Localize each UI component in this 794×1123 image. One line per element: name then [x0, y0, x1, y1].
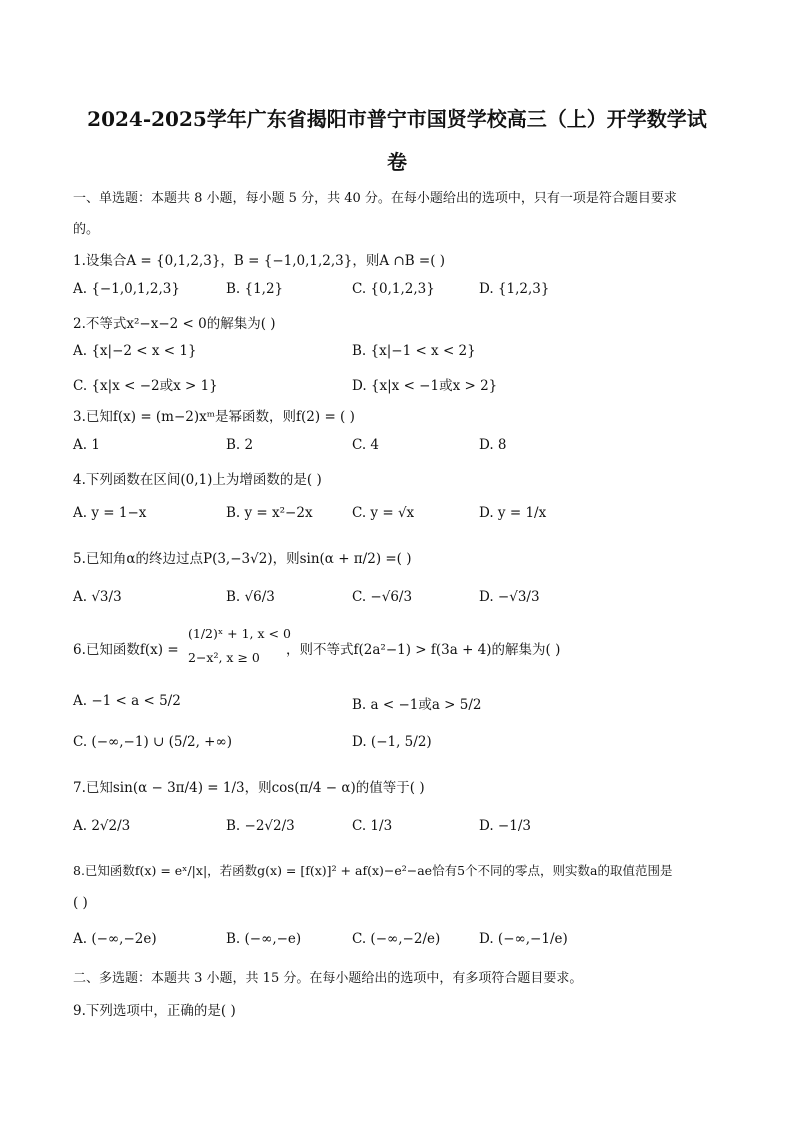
question-8-option-c: C. (−∞,−2/e): [352, 931, 441, 947]
question-2-option-b: B. {x|−1 < x < 2}: [352, 343, 476, 359]
question-8-stem-cont: ( ): [73, 895, 88, 911]
question-7-option-c: C. 1/3: [352, 818, 393, 834]
question-4-option-a: A. y = 1−x: [73, 505, 147, 521]
question-3-stem: 3.已知f(x) = (m−2)xᵐ是幂函数，则f(2) = ( ): [73, 409, 355, 425]
question-4-option-c: C. y = √x: [352, 505, 415, 521]
question-5-option-d: D. −√3/3: [479, 589, 540, 605]
question-6-piece-1: (1/2)ˣ + 1, x < 0: [188, 626, 291, 641]
question-5-option-c: C. −√6/3: [352, 589, 413, 605]
question-1-option-b: B. {1,2}: [226, 281, 284, 297]
question-4-stem: 4.下列函数在区间(0,1)上为增函数的是( ): [73, 472, 322, 488]
question-8-stem: 8.已知函数f(x) = eˣ/|x|，若函数g(x) = [f(x)]² + af(x)−e²−ae恰有5个不同的零点，则实数a的取值范围是: [73, 863, 673, 878]
question-2-option-a: A. {x|−2 < x < 1}: [73, 343, 197, 359]
exam-title-line1: 2024-2025学年广东省揭阳市普宁市国贤学校高三（上）开学数学试: [87, 107, 707, 131]
exam-title-line2: 卷: [387, 150, 407, 174]
question-6-option-c: C. (−∞,−1) ∪ (5/2, +∞): [73, 734, 233, 750]
question-2-option-d: D. {x|x < −1或x > 2}: [352, 378, 498, 394]
question-6-stem: 6.已知函数f(x) =: [73, 642, 179, 658]
question-6-option-b: B. a < −1或a > 5/2: [352, 697, 482, 713]
question-2-stem: 2.不等式x²−x−2 < 0的解集为( ): [73, 316, 276, 332]
question-1-option-d: D. {1,2,3}: [479, 281, 550, 297]
question-7-option-d: D. −1/3: [479, 818, 531, 834]
question-6-option-d: D. (−1, 5/2): [352, 734, 432, 750]
question-5-stem: 5.已知角α的终边过点P(3,−3√2)，则sin(α + π/2) =( ): [73, 551, 412, 567]
question-5-option-b: B. √6/3: [226, 589, 275, 605]
question-1-option-c: C. {0,1,2,3}: [352, 281, 435, 297]
question-3-option-b: B. 2: [226, 437, 254, 453]
question-7-option-a: A. 2√2/3: [73, 818, 131, 834]
question-6-piece-2: 2−x², x ≥ 0: [188, 650, 260, 665]
question-8-option-d: D. (−∞,−1/e): [479, 931, 568, 947]
question-6-stem-tail: ，则不等式f(2a²−1) > f(3a + 4)的解集为( ): [286, 642, 561, 658]
section-header-single-choice-cont: 的。: [73, 222, 100, 237]
question-1-stem: 1.设集合A = {0,1,2,3}，B = {−1,0,1,2,3}，则A ∩B =( ): [73, 253, 446, 269]
section-header-single-choice: 一、单选题：本题共 8 小题，每小题 5 分，共 40 分。在每小题给出的选项中，只有一项是符合题目要求: [73, 191, 677, 206]
question-5-option-a: A. √3/3: [73, 589, 122, 605]
question-8-option-a: A. (−∞,−2e): [73, 931, 157, 947]
question-4-option-d: D. y = 1/x: [479, 505, 547, 521]
section-header-multi-choice: 二、多选题：本题共 3 小题，共 15 分。在每小题给出的选项中，有多项符合题目要求。: [73, 971, 583, 986]
question-7-stem: 7.已知sin(α − 3π/4) = 1/3，则cos(π/4 − α)的值等于( ): [73, 780, 425, 796]
question-3-option-d: D. 8: [479, 437, 507, 453]
question-3-option-c: C. 4: [352, 437, 380, 453]
question-2-option-c: C. {x|x < −2或x > 1}: [73, 378, 218, 394]
question-4-option-b: B. y = x²−2x: [226, 505, 313, 521]
question-6-option-a: A. −1 < a < 5/2: [73, 693, 181, 709]
question-8-option-b: B. (−∞,−e): [226, 931, 302, 947]
question-3-option-a: A. 1: [73, 437, 100, 453]
question-7-option-b: B. −2√2/3: [226, 818, 295, 834]
question-1-option-a: A. {−1,0,1,2,3}: [73, 281, 180, 297]
question-9-stem: 9.下列选项中，正确的是( ): [73, 1003, 236, 1019]
